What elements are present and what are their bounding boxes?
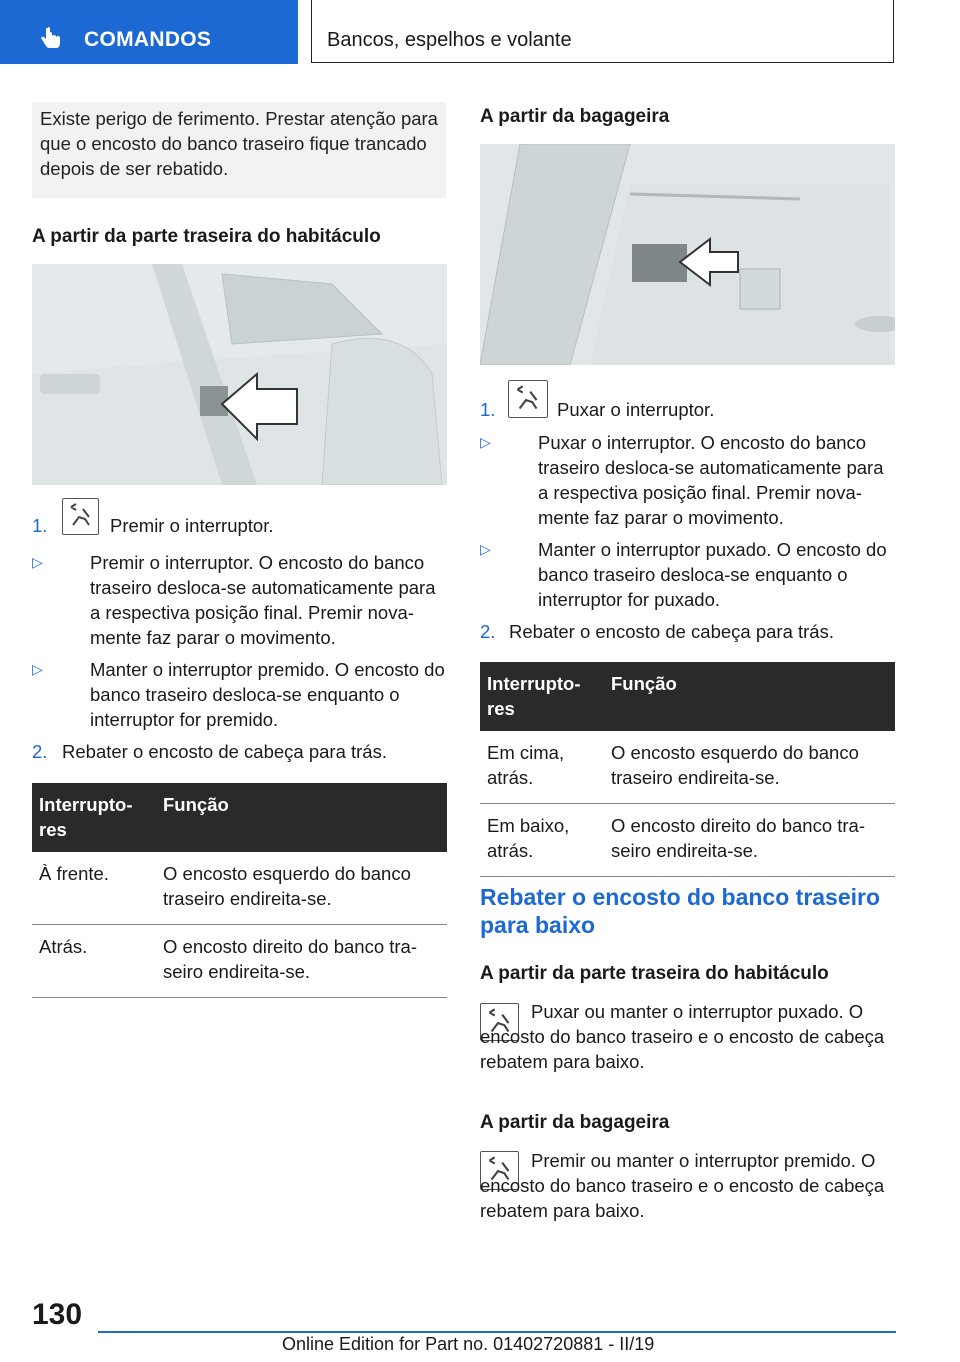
sub-text: Puxar o interruptor. O encosto do banco traseiro desloca-se automaticamente para a respectiva posição final. Premir nova- mente faz parar o movimento. <box>538 432 884 528</box>
paragraph-1: Puxar ou manter o interruptor puxado. O encosto do banco traseiro e o encosto de cabeça rebatem para baixo. <box>480 1001 885 1072</box>
right-heading: A partir da bagageira <box>480 106 670 127</box>
table-cell: Atrás. <box>32 925 156 998</box>
table-header-switches: Interrupto- res <box>480 662 604 731</box>
rear-cabin-illustration <box>32 264 447 485</box>
section-title: COMANDOS <box>84 28 212 51</box>
sub-text: Manter o interruptor puxado. O encosto do banco traseiro desloca-se enquanto o interruptor for puxado. <box>538 539 887 610</box>
table-header-row <box>32 783 447 852</box>
triangle-bullet-icon: ▷ <box>480 541 491 557</box>
table-cell: O encosto direito do banco tra- seiro endireita-se. <box>604 804 895 877</box>
trunk-illustration <box>480 144 895 365</box>
step-text: Premir o interruptor. <box>110 515 274 536</box>
table-header-switches: Interrupto- res <box>32 783 156 852</box>
right-switch-table <box>480 662 895 877</box>
section-tab[interactable] <box>0 0 298 64</box>
footer-edition: Online Edition for Part no. 01402720881 - II/19 <box>282 1334 655 1354</box>
right-step-1 <box>480 397 895 427</box>
right-heading-3: A partir da bagageira <box>480 1112 670 1133</box>
section-heading: Rebater o encosto do banco traseiro para baixo <box>480 884 881 938</box>
table-cell: À frente. <box>32 852 156 925</box>
table-header-function: Função <box>156 783 447 852</box>
sub-text: Manter o interruptor premido. O encosto do banco traseiro desloca-se enquanto o interruptor for premido. <box>90 659 445 730</box>
table-cell: Em baixo, atrás. <box>480 804 604 877</box>
step-number: 1. <box>480 399 496 420</box>
hand-pointer-icon <box>40 27 62 49</box>
table-cell: O encosto direito do banco tra- seiro endireita-se. <box>156 925 447 998</box>
table-cell: Em cima, atrás. <box>480 731 604 804</box>
chapter-header <box>311 0 894 63</box>
sub-text: Premir o interruptor. O encosto do banco traseiro desloca-se automaticamente para a respectiva posição final. Premir nova- mente faz parar o movimento. <box>90 552 436 648</box>
step-number: 2. <box>32 741 48 762</box>
table-cell: O encosto esquerdo do banco traseiro endireita-se. <box>156 852 447 925</box>
left-heading: A partir da parte traseira do habitáculo <box>32 226 381 247</box>
step-text: Rebater o encosto de cabeça para trás. <box>509 621 834 642</box>
seat-switch-icon <box>62 498 99 535</box>
table-row <box>32 925 447 998</box>
step-number: 2. <box>480 621 496 642</box>
seat-switch-icon <box>508 380 548 418</box>
table-row <box>32 852 447 925</box>
chapter-title: Bancos, espelhos e volante <box>327 29 572 51</box>
left-sub-2 <box>32 657 447 732</box>
triangle-bullet-icon: ▷ <box>32 661 43 677</box>
triangle-bullet-icon: ▷ <box>480 434 491 450</box>
step-text: Puxar o interruptor. <box>557 399 715 420</box>
step-text: Rebater o encosto de cabeça para trás. <box>62 741 387 762</box>
right-sub-1 <box>480 430 895 530</box>
left-switch-table <box>32 783 447 998</box>
table-cell: O encosto esquerdo do banco traseiro endireita-se. <box>604 731 895 804</box>
trunk-photo <box>480 144 895 365</box>
table-header-row <box>480 662 895 731</box>
triangle-bullet-icon: ▷ <box>32 554 43 570</box>
right-sub-2 <box>480 537 895 612</box>
paragraph-2: Premir ou manter o interruptor premido. O encosto do banco traseiro e o encosto de cabeça rebatem para baixo. <box>480 1150 885 1221</box>
step-number: 1. <box>32 515 48 536</box>
left-sub-1 <box>32 550 447 650</box>
right-heading-2: A partir da parte traseira do habitáculo <box>480 963 829 984</box>
page-number: 130 <box>32 1298 83 1331</box>
table-row <box>480 731 895 804</box>
warning-box: Existe perigo de ferimento. Prestar atenção para que o encosto do banco traseiro fique trancado depois de ser rebatido. <box>32 102 446 198</box>
footer-rule <box>98 1331 896 1333</box>
table-header-function: Função <box>604 662 895 731</box>
table-row <box>480 804 895 877</box>
rear-cabin-photo <box>32 264 447 485</box>
left-step-1 <box>32 513 447 543</box>
